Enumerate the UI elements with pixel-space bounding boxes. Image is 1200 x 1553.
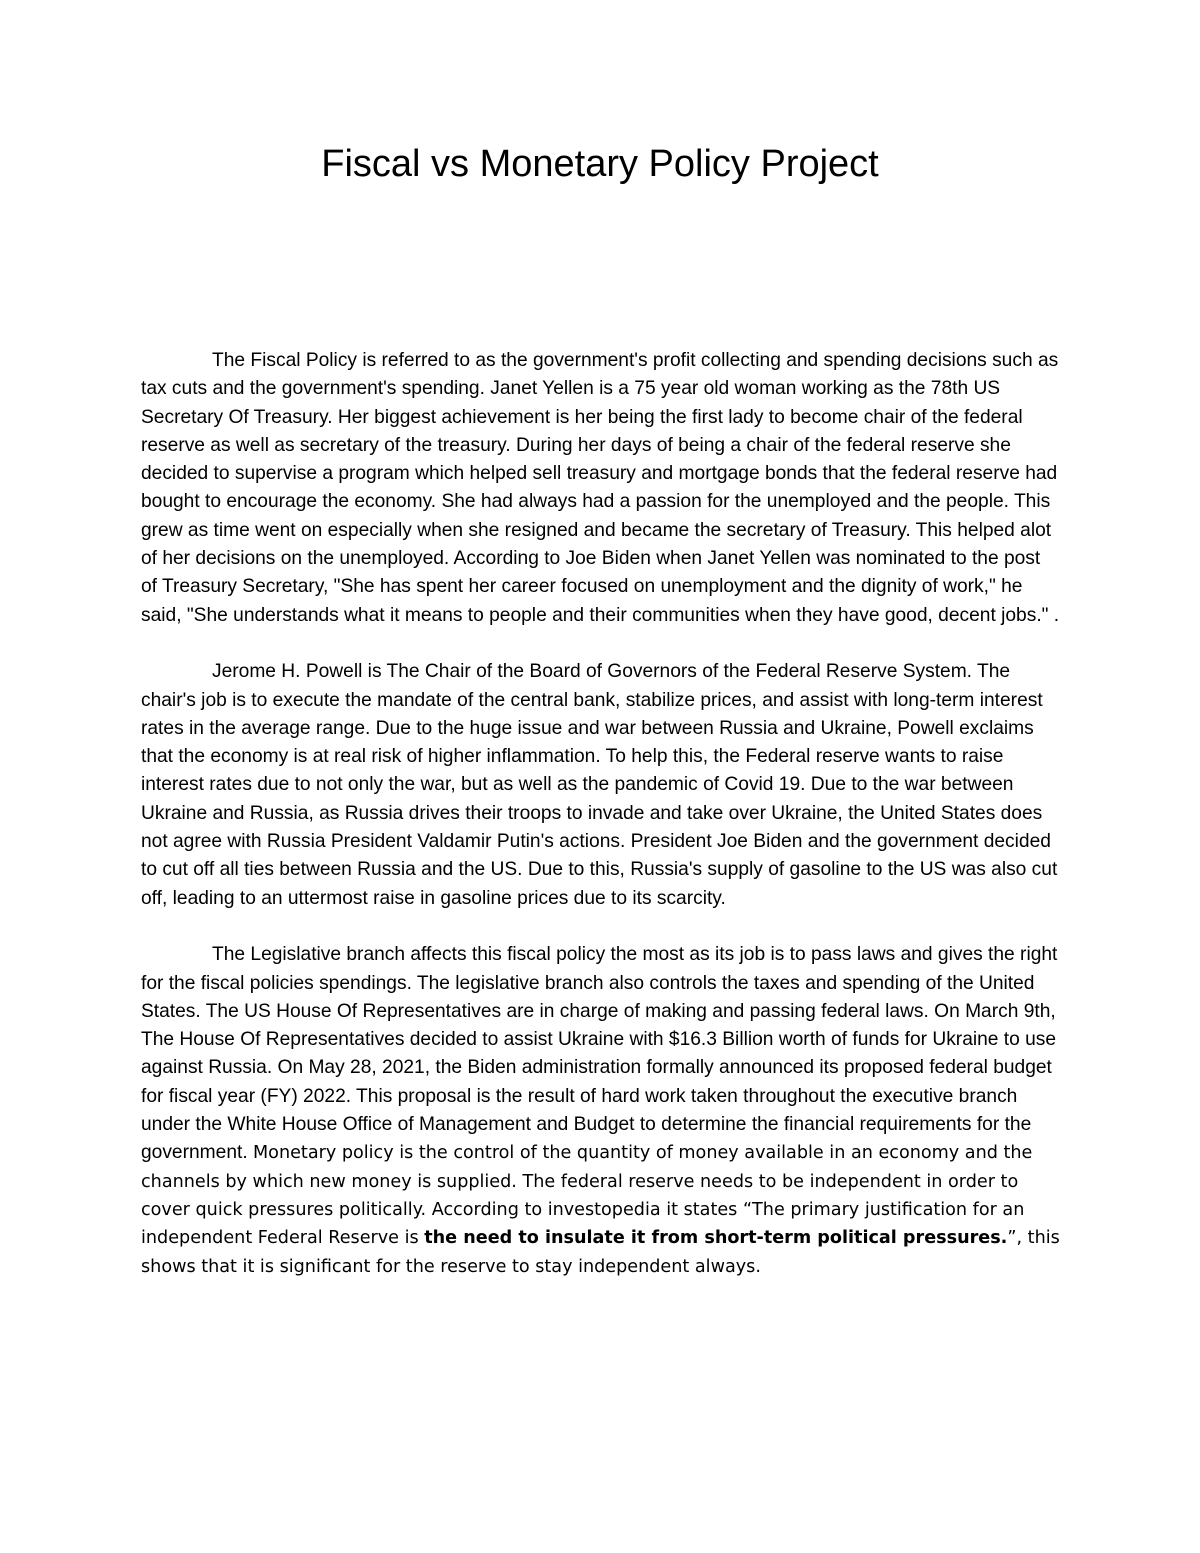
paragraph-jerome-powell: Jerome H. Powell is The Chair of the Board of Governors of the Federal Reserve System. The chair's job is to execute the mandate of the central bank, stabilize prices, and assist with long-term interest rates in the average range. Due to the huge issue and war between Russia and Ukraine, Powell exclaims that the economy is at real risk of higher inflammation. To help this, the Federal reserve wants to raise interest rates due to not only the war, but as well as the pandemic of Covid 19. Due to the war between Ukraine and Russia, as Russia drives their troops to invade and take over Ukraine, the United States does not agree with Russia President Valdamir Putin's actions. President Joe Biden and the government decided to cut off all ties between Russia and the US. Due to this, Russia's supply of gasoline to the US was also cut off, leading to an uttermost raise in gasoline prices due to its scarcity. bbox=[141, 661, 1058, 909]
quoted-bold-text: the need to insulate it from short-term political pressures. bbox=[424, 1228, 1008, 1249]
monetary-policy-text: Monetary policy is the control of the quantity of money available in an economy and the channels by which new money is supplied. The federal reserve needs to be independent in order to cover quick pressures politically. According to investopedia it states “The primary justification for an independent Federal Reserve is bbox=[141, 1143, 1033, 1249]
paragraph-legislative-text: The Legislative branch affects this fiscal policy the most as its job is to pass laws and gives the right for the fiscal policies spendings. The legislative branch also controls the taxes and spending of the United States. The US House Of Representatives are in charge of making and passing federal laws. On March 9th, The House Of Representatives decided to assist Ukraine with $16.3 Billion worth of funds for Ukraine to use against Russia. On May 28, 2021, the Biden administration formally announced its proposed federal budget for fiscal year (FY) 2022. This proposal is the result of hard work taken throughout the executive branch under the White House Office of Management and Budget to determine the financial requirements for the government. bbox=[141, 944, 1058, 1164]
paragraph-fiscal-policy: The Fiscal Policy is referred to as the government's profit collecting and spending decisions such as tax cuts and the government's spending. Janet Yellen is a 75 year old woman working as the 78th US Secretary Of Treasury. Her biggest achievement is her being the first lady to become chair of the federal reserve as well as secretary of the treasury. During her days of being a chair of the federal reserve she decided to supervise a program which helped sell treasury and mortgage bonds that the federal reserve had bought to encourage the economy. She had always had a passion for the unemployed and the people. This grew as time went on especially when she resigned and became the secretary of Treasury. This helped alot of her decisions on the unemployed. According to Joe Biden when Janet Yellen was nominated to the post of Treasury Secretary, "She has spent her career focused on unemployment and the dignity of work," he said, "She understands what it means to people and their communities when they have good, decent jobs." . bbox=[141, 350, 1060, 626]
document-title: Fiscal vs Monetary Policy Project bbox=[321, 143, 879, 185]
paragraph-legislative-branch bbox=[141, 941, 1061, 1281]
closing-text: ”, this shows that it is significant for the reserve to stay independent always. bbox=[141, 1228, 1060, 1277]
document-body bbox=[141, 347, 1061, 1309]
